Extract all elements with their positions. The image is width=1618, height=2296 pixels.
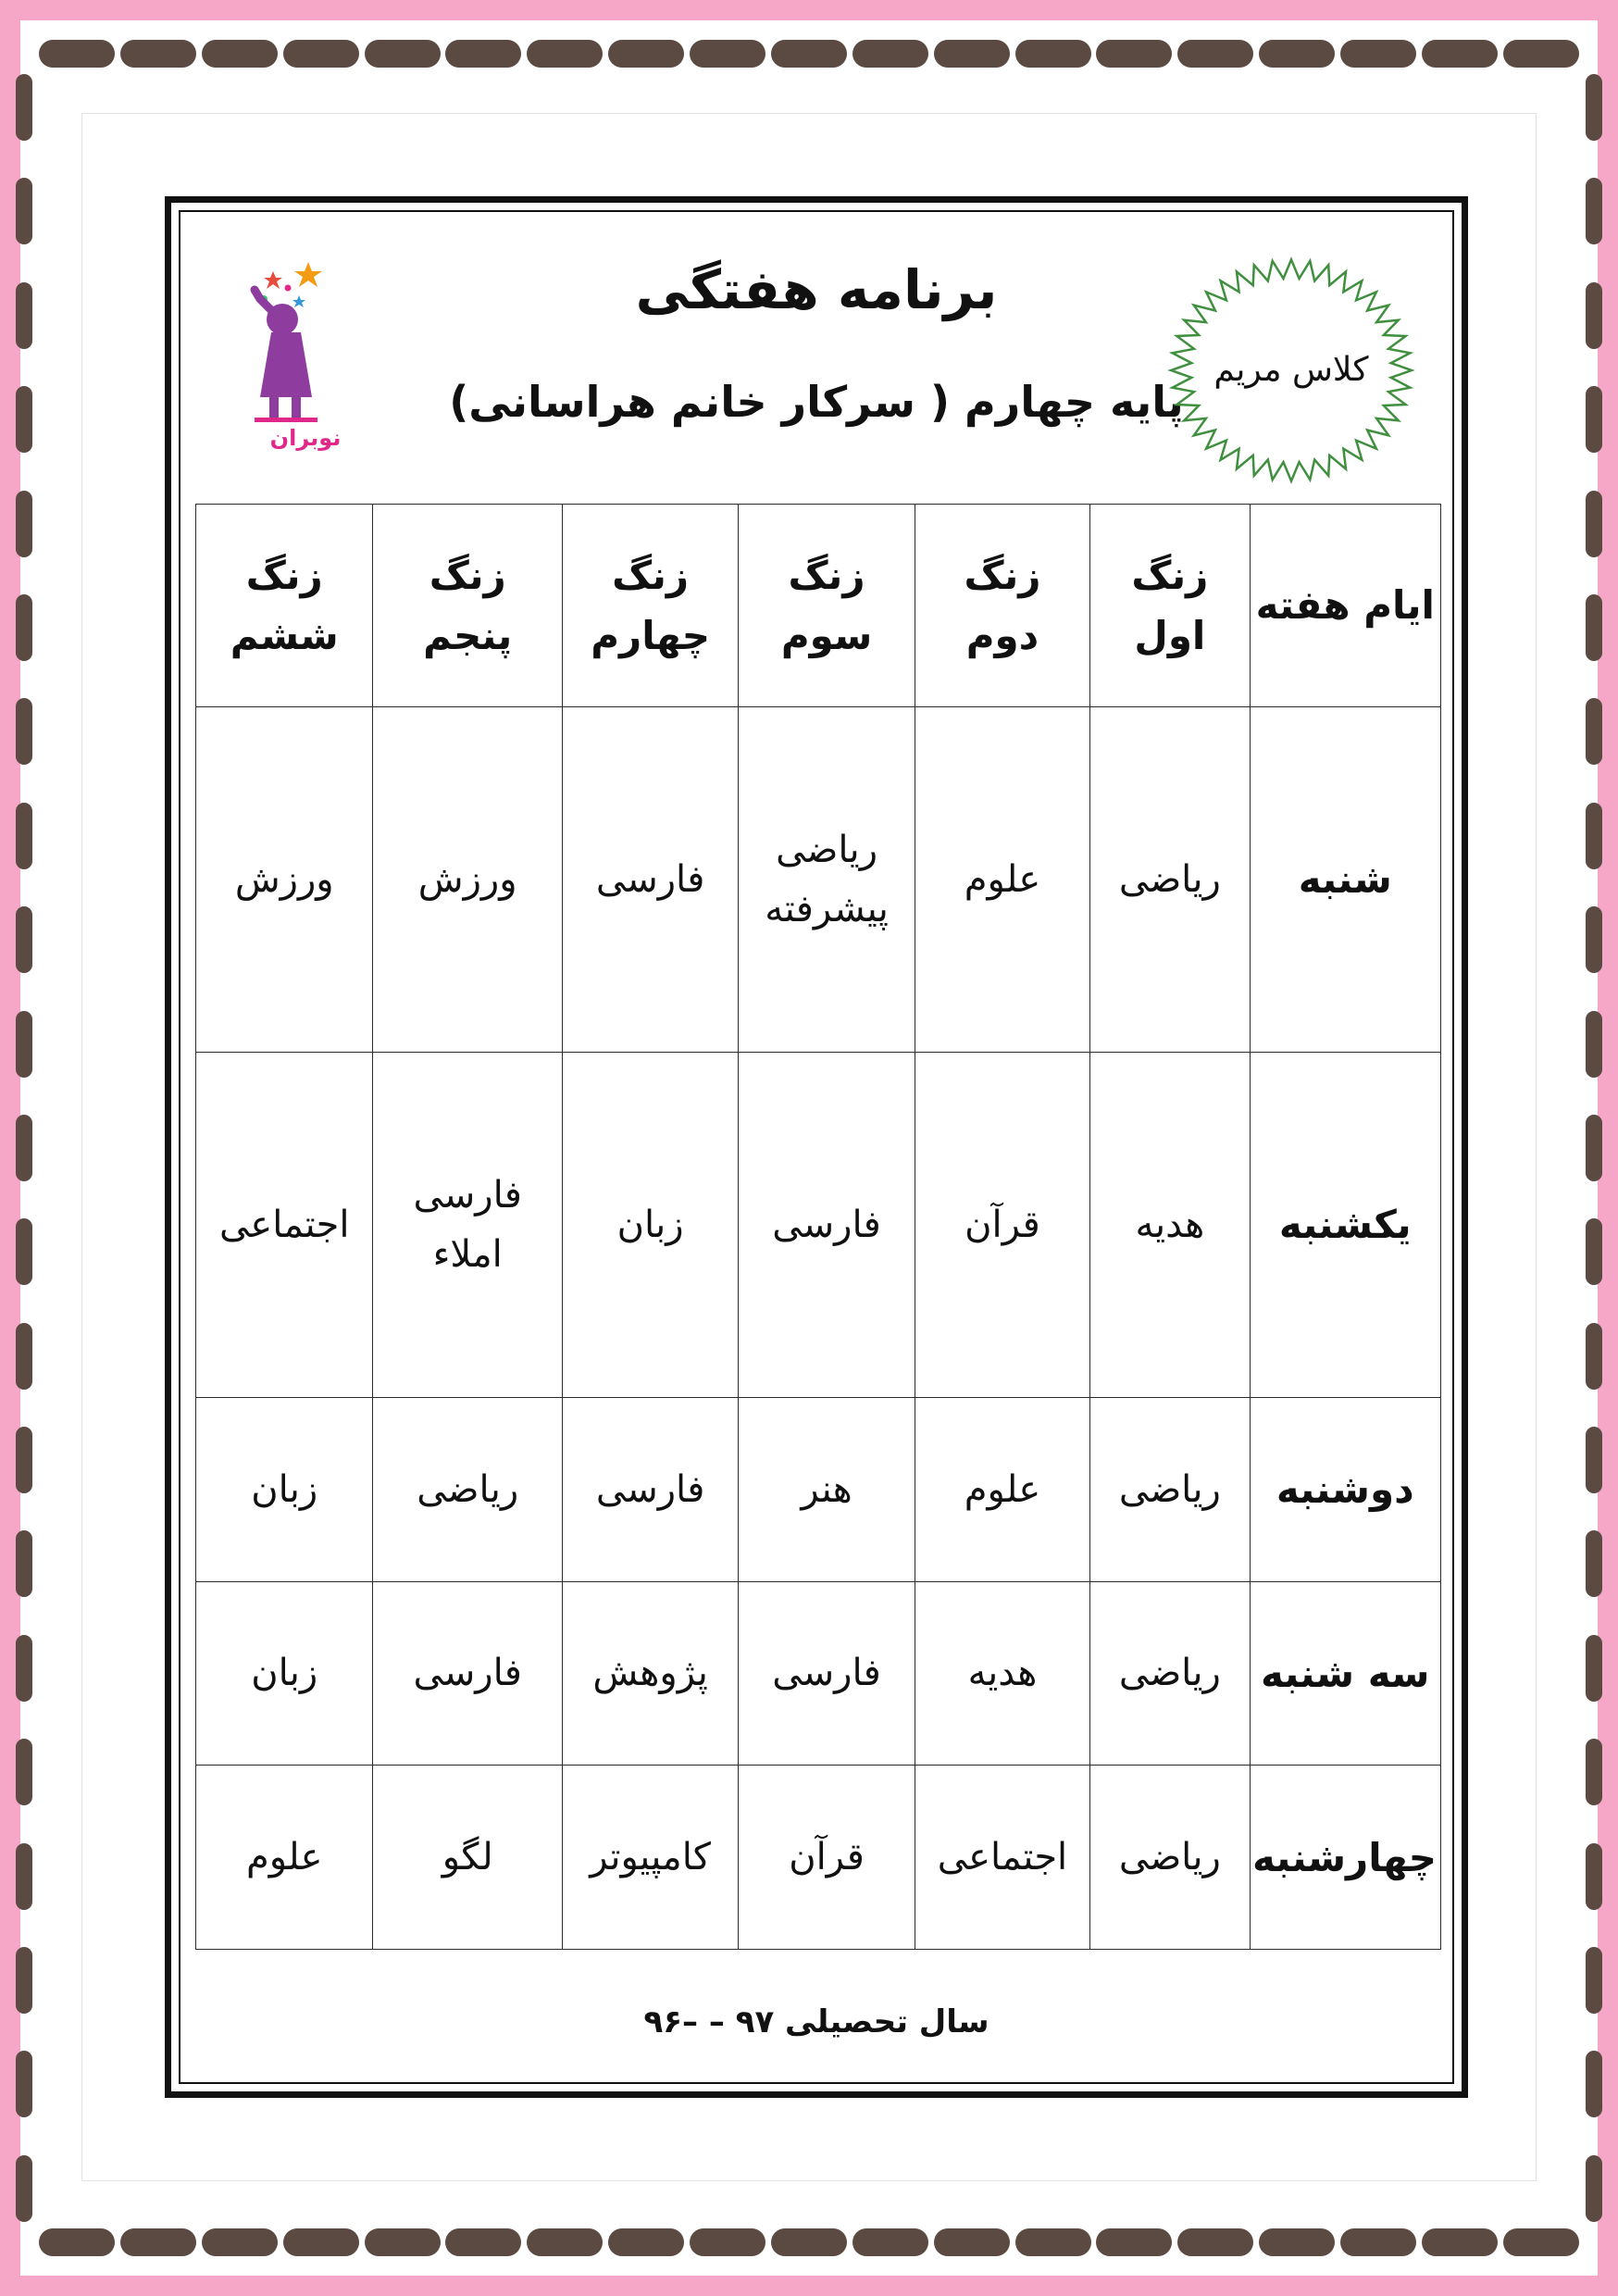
table-row bbox=[196, 1581, 1441, 1766]
border-dash bbox=[1586, 1011, 1602, 1078]
left-dashed-border bbox=[16, 74, 32, 2222]
border-dash bbox=[16, 1530, 32, 1597]
border-dash bbox=[771, 2228, 847, 2256]
schedule-card bbox=[165, 196, 1468, 2098]
school-logo bbox=[218, 258, 393, 453]
page-subtitle: پایه چهارم ( سرکار خانم هراسانی) bbox=[449, 377, 1184, 427]
border-dash bbox=[283, 2228, 359, 2256]
lesson-cell: فارسی bbox=[562, 707, 738, 1053]
lesson-cell: پژوهش bbox=[562, 1581, 738, 1766]
border-dash bbox=[16, 1843, 32, 1910]
bell-header: زنگ سوم bbox=[739, 505, 915, 707]
border-dash bbox=[934, 2228, 1010, 2256]
logo-text: نوبران bbox=[269, 425, 342, 451]
lesson-cell: کامپیوتر bbox=[562, 1766, 738, 1950]
border-dash bbox=[16, 2155, 32, 2222]
border-dash bbox=[1422, 2228, 1498, 2256]
lesson-cell: علوم bbox=[915, 1397, 1089, 1581]
academic-year: سال تحصیلی ۹۷ – –۹۶ bbox=[643, 2003, 989, 2040]
border-dash bbox=[16, 1947, 32, 2014]
border-dash bbox=[445, 2228, 521, 2256]
border-dash bbox=[1177, 40, 1253, 68]
border-dash bbox=[608, 2228, 684, 2256]
bell-header: زنگ ششم bbox=[196, 505, 373, 707]
border-dash bbox=[16, 491, 32, 557]
border-dash bbox=[1096, 2228, 1172, 2256]
border-dash bbox=[1586, 1218, 1602, 1285]
border-dash bbox=[1586, 1635, 1602, 1702]
border-dash bbox=[283, 40, 359, 68]
border-dash bbox=[1340, 40, 1416, 68]
border-dash bbox=[853, 2228, 928, 2256]
lesson-cell: قرآن bbox=[739, 1766, 915, 1950]
lesson-cell: هدیه bbox=[915, 1581, 1089, 1766]
border-dash bbox=[16, 1323, 32, 1390]
weekly-schedule-table bbox=[195, 504, 1441, 1950]
border-dash bbox=[16, 906, 32, 973]
lesson-cell: هنر bbox=[739, 1397, 915, 1581]
seal-starburst-icon bbox=[1152, 245, 1430, 495]
border-dash bbox=[1586, 2155, 1602, 2222]
border-dash bbox=[527, 2228, 603, 2256]
lesson-cell: ریاضی bbox=[1090, 707, 1250, 1053]
border-dash bbox=[16, 1218, 32, 1285]
lesson-cell: ریاضی bbox=[1090, 1581, 1250, 1766]
border-dash bbox=[445, 40, 521, 68]
lesson-cell: فارسی bbox=[562, 1397, 738, 1581]
lesson-cell: ریاضی bbox=[1090, 1766, 1250, 1950]
table-row bbox=[196, 707, 1441, 1053]
lesson-cell: فارسی bbox=[373, 1581, 562, 1766]
class-seal bbox=[1152, 245, 1430, 495]
border-dash bbox=[1259, 2228, 1335, 2256]
border-dash bbox=[1015, 2228, 1091, 2256]
border-dash bbox=[1340, 2228, 1416, 2256]
lesson-cell: زبان bbox=[562, 1052, 738, 1397]
border-dash bbox=[120, 2228, 196, 2256]
border-dash bbox=[1586, 282, 1602, 349]
border-dash bbox=[1096, 40, 1172, 68]
page-title: برنامه هفتگی bbox=[635, 258, 998, 321]
lesson-cell: فارسی bbox=[739, 1052, 915, 1397]
lesson-cell: اجتماعی bbox=[196, 1052, 373, 1397]
days-column-header: ایام هفته bbox=[1250, 505, 1440, 707]
border-dash bbox=[527, 40, 603, 68]
border-dash bbox=[771, 40, 847, 68]
border-dash bbox=[1177, 2228, 1253, 2256]
lesson-cell: علوم bbox=[196, 1766, 373, 1950]
lesson-cell: هدیه bbox=[1090, 1052, 1250, 1397]
border-dash bbox=[16, 386, 32, 453]
lesson-cell: ریاضی bbox=[373, 1397, 562, 1581]
seal-label: کلاس مریم bbox=[1214, 351, 1369, 389]
table-row bbox=[196, 1052, 1441, 1397]
day-cell: دوشنبه bbox=[1250, 1397, 1440, 1581]
border-dash bbox=[39, 2228, 115, 2256]
border-dash bbox=[16, 1635, 32, 1702]
border-dash bbox=[1586, 906, 1602, 973]
border-dash bbox=[202, 40, 278, 68]
border-dash bbox=[365, 40, 441, 68]
lesson-cell: زبان bbox=[196, 1581, 373, 1766]
top-dashed-border bbox=[39, 40, 1579, 68]
border-dash bbox=[690, 40, 765, 68]
border-dash bbox=[16, 1739, 32, 1805]
lesson-cell: فارسی bbox=[739, 1581, 915, 1766]
lesson-cell: اجتماعی bbox=[915, 1766, 1089, 1950]
border-dash bbox=[16, 1011, 32, 1078]
border-dash bbox=[608, 40, 684, 68]
border-dash bbox=[1503, 40, 1579, 68]
border-dash bbox=[1259, 40, 1335, 68]
bell-header: زنگ دوم bbox=[915, 505, 1089, 707]
border-dash bbox=[16, 178, 32, 244]
border-dash bbox=[16, 698, 32, 765]
day-cell: شنبه bbox=[1250, 707, 1440, 1053]
border-dash bbox=[1586, 1947, 1602, 2014]
lesson-cell: ورزش bbox=[373, 707, 562, 1053]
border-dash bbox=[1586, 2051, 1602, 2117]
lesson-cell: ریاضی پیشرفته bbox=[739, 707, 915, 1053]
bell-header: زنگ پنجم bbox=[373, 505, 562, 707]
table-row bbox=[196, 1766, 1441, 1950]
border-dash bbox=[1586, 74, 1602, 141]
border-dash bbox=[934, 40, 1010, 68]
border-dash bbox=[16, 74, 32, 141]
lesson-cell: فارسی املاء bbox=[373, 1052, 562, 1397]
border-dash bbox=[16, 2051, 32, 2117]
border-dash bbox=[16, 1115, 32, 1181]
border-dash bbox=[1015, 40, 1091, 68]
day-cell: سه شنبه bbox=[1250, 1581, 1440, 1766]
border-dash bbox=[39, 40, 115, 68]
border-dash bbox=[16, 282, 32, 349]
right-dashed-border bbox=[1586, 74, 1602, 2222]
border-dash bbox=[1586, 698, 1602, 765]
lesson-cell: علوم bbox=[915, 707, 1089, 1053]
day-cell: یکشنبه bbox=[1250, 1052, 1440, 1397]
lesson-cell: قرآن bbox=[915, 1052, 1089, 1397]
border-dash bbox=[16, 803, 32, 869]
lesson-cell: ورزش bbox=[196, 707, 373, 1053]
border-dash bbox=[1586, 386, 1602, 453]
border-dash bbox=[1586, 1115, 1602, 1181]
border-dash bbox=[1586, 1427, 1602, 1493]
border-dash bbox=[1422, 40, 1498, 68]
schedule-inner-border bbox=[179, 210, 1454, 2084]
bottom-dashed-border bbox=[39, 2228, 1579, 2256]
border-dash bbox=[16, 594, 32, 661]
border-dash bbox=[16, 1427, 32, 1493]
border-dash bbox=[1586, 803, 1602, 869]
border-dash bbox=[1586, 1843, 1602, 1910]
border-dash bbox=[120, 40, 196, 68]
border-dash bbox=[202, 2228, 278, 2256]
border-dash bbox=[1586, 1530, 1602, 1597]
border-dash bbox=[853, 40, 928, 68]
girl-reaching-stars-icon bbox=[218, 258, 393, 453]
border-dash bbox=[690, 2228, 765, 2256]
table-row bbox=[196, 1397, 1441, 1581]
border-dash bbox=[1586, 178, 1602, 244]
table-header-row bbox=[196, 505, 1441, 707]
border-dash bbox=[365, 2228, 441, 2256]
border-dash bbox=[1586, 594, 1602, 661]
bell-header: زنگ چهارم bbox=[562, 505, 738, 707]
lesson-cell: لگو bbox=[373, 1766, 562, 1950]
lesson-cell: زبان bbox=[196, 1397, 373, 1581]
bell-header: زنگ اول bbox=[1090, 505, 1250, 707]
border-dash bbox=[1586, 491, 1602, 557]
border-dash bbox=[1503, 2228, 1579, 2256]
border-dash bbox=[1586, 1323, 1602, 1390]
border-dash bbox=[1586, 1739, 1602, 1805]
lesson-cell: ریاضی bbox=[1090, 1397, 1250, 1581]
day-cell: چهارشنبه bbox=[1250, 1766, 1440, 1950]
